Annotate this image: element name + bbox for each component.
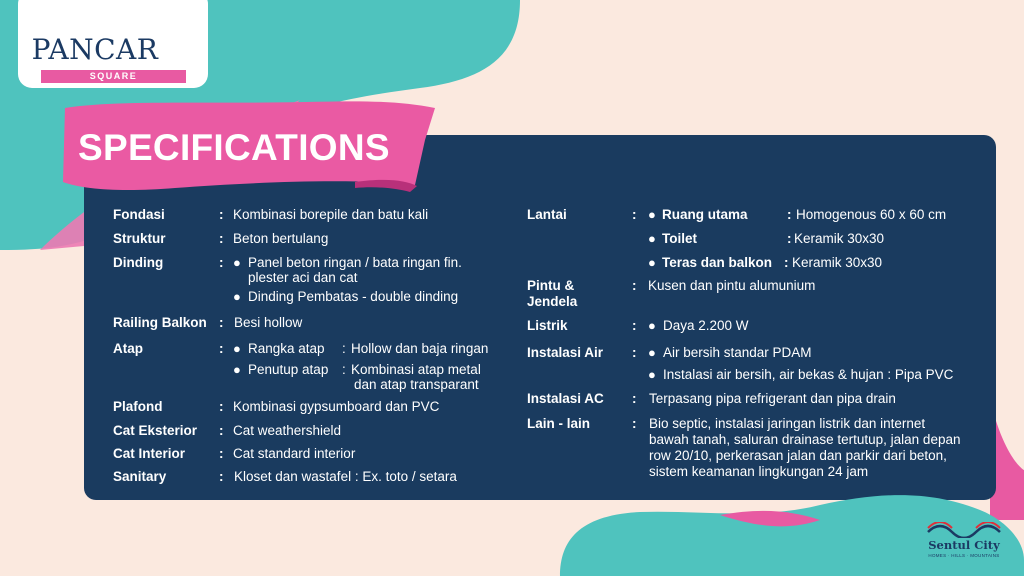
spec-item-value: Keramik 30x30	[794, 231, 885, 246]
spec-value: Besi hollow	[234, 315, 303, 330]
spec-item-key: Penutup atap	[248, 362, 329, 377]
spec-item-key: Ruang utama	[662, 207, 748, 222]
spec-item: Air bersih standar PDAM	[663, 345, 812, 360]
bullet-icon: ●	[233, 289, 241, 304]
bullet-icon: ●	[648, 345, 656, 360]
spec-colon: :	[219, 399, 224, 414]
spec-colon: :	[219, 469, 224, 484]
bullet-icon: ●	[233, 255, 241, 270]
spec-value-line: row 20/10, perkerasan jalan dan parkir dari beton,	[649, 448, 947, 463]
spec-label: Sanitary	[113, 469, 167, 484]
spec-label: Lantai	[527, 207, 567, 222]
spec-colon: :	[219, 207, 224, 222]
spec-colon: :	[632, 391, 637, 406]
spec-colon: :	[787, 231, 792, 246]
spec-item: Dinding Pembatas - double dinding	[248, 289, 459, 304]
spec-value: Kloset dan wastafel : Ex. toto / setara	[234, 469, 457, 484]
spec-value: Daya 2.200 W	[663, 318, 749, 333]
spec-colon: :	[219, 423, 224, 438]
spec-colon: :	[632, 207, 637, 222]
spec-label: Atap	[113, 341, 143, 356]
sentul-city-name: Sentul City	[928, 538, 1000, 552]
spec-colon: :	[632, 345, 637, 360]
spec-colon: :	[219, 315, 224, 330]
spec-label: Struktur	[113, 231, 166, 246]
spec-value: Cat weathershield	[233, 423, 342, 438]
bullet-icon: ●	[648, 255, 656, 270]
spec-item-key: Teras dan balkon	[662, 255, 773, 270]
spec-colon: :	[219, 446, 224, 461]
spec-label: Instalasi Air	[527, 345, 604, 360]
spec-label: Pintu &	[527, 278, 575, 293]
spec-value: Kusen dan pintu alumunium	[648, 278, 816, 293]
spec-value: Cat standard interior	[233, 446, 356, 461]
spec-colon: :	[787, 207, 792, 222]
logo-subtitle: SQUARE	[41, 70, 186, 83]
spec-value-line: sistem keamanan lingkungan 24 jam	[649, 464, 869, 479]
page-title: SPECIFICATIONS	[78, 127, 390, 168]
spec-label: Instalasi AC	[527, 391, 604, 406]
spec-colon: :	[342, 341, 346, 356]
spec-value-line: Bio septic, instalasi jaringan listrik dan internet	[649, 416, 926, 431]
spec-value: Beton bertulang	[233, 231, 329, 246]
spec-colon: :	[632, 416, 637, 431]
bullet-icon: ●	[648, 367, 656, 382]
spec-colon: :	[342, 362, 346, 377]
spec-item-key: Rangka atap	[248, 341, 325, 356]
spec-label: Cat Interior	[113, 446, 186, 461]
spec-item-value: dan atap transparant	[354, 377, 479, 392]
sentul-city-tagline: HOMES · HILLS · MOUNTAINS	[928, 553, 1000, 558]
bullet-icon: ●	[648, 207, 656, 222]
spec-value: Kombinasi borepile dan batu kali	[233, 207, 429, 222]
spec-item-value: Homogenous 60 x 60 cm	[796, 207, 947, 222]
bullet-icon: ●	[648, 318, 656, 333]
spec-colon: :	[219, 341, 224, 356]
spec-item-value: Hollow dan baja ringan	[351, 341, 489, 356]
bullet-icon: ●	[648, 231, 656, 246]
spec-colon: :	[784, 255, 789, 270]
bullet-icon: ●	[233, 341, 241, 356]
spec-label: Jendela	[527, 294, 578, 309]
spec-colon: :	[632, 318, 637, 333]
spec-value: Kombinasi gypsumboard dan PVC	[233, 399, 440, 414]
spec-item: plester aci dan cat	[248, 270, 358, 285]
spec-label: Plafond	[113, 399, 163, 414]
spec-colon: :	[219, 231, 224, 246]
spec-value: Terpasang pipa refrigerant dan pipa drain	[649, 391, 896, 406]
logo-title: PANCAR	[31, 33, 159, 66]
sentul-city-wave-icon	[926, 522, 1002, 538]
spec-label: Railing Balkon	[113, 315, 207, 330]
spec-label: Cat Eksterior	[113, 423, 198, 438]
spec-label: Fondasi	[113, 207, 165, 222]
spec-item: Instalasi air bersih, air bekas & hujan : Pipa PVC	[663, 367, 954, 382]
spec-item: Panel beton ringan / bata ringan fin.	[248, 255, 462, 270]
spec-label: Listrik	[527, 318, 568, 333]
spec-item-value: Keramik 30x30	[792, 255, 883, 270]
spec-label: Lain - lain	[527, 416, 591, 431]
spec-value-line: bawah tanah, saluran drainase tertutup, jalan depan	[649, 432, 961, 447]
spec-item-key: Toilet	[662, 231, 697, 246]
spec-label: Dinding	[113, 255, 164, 270]
spec-item-value: Kombinasi atap metal	[351, 362, 481, 377]
spec-colon: :	[632, 278, 637, 293]
spec-colon: :	[219, 255, 224, 270]
bullet-icon: ●	[233, 362, 241, 377]
